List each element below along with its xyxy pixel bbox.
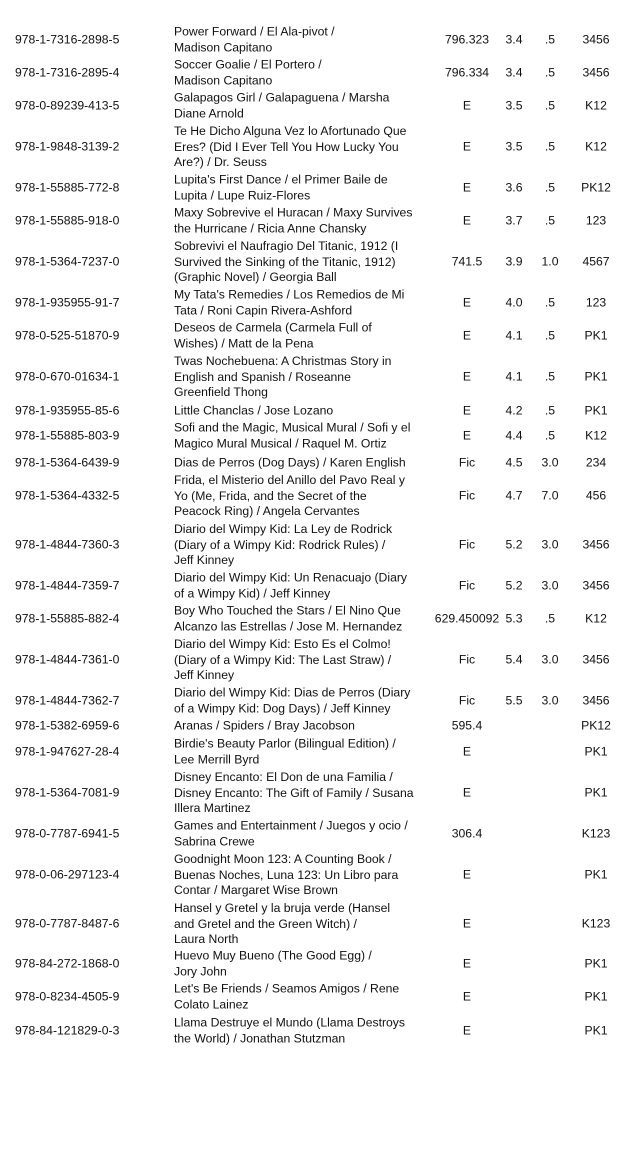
title-line: Diario del Wimpy Kid: Un Renacuajo (Diary [174,570,407,585]
title-line: Greenfield Thong [174,384,268,399]
grade-cell: PK1 [584,1023,608,1038]
reading-level-cell: 4.1 [505,328,523,343]
title-line: Frida, el Misterio del Anillo del Pavo Real y [174,472,405,487]
title-line: Aranas / Spiders / Bray Jacobson [174,718,355,733]
title-line: (Diary of a Wimpy Kid: The Last Straw) / [174,652,392,667]
title-line: Huevo Muy Bueno (The Good Egg) / [174,948,372,963]
title-line: Diario del Wimpy Kid: Esto Es el Colmo! [174,636,391,651]
dewey-cell: E [462,744,472,759]
grade-cell: K12 [585,428,607,443]
title-cell [174,852,439,899]
points-cell: 1.0 [541,254,559,269]
points-cell: .5 [544,403,556,418]
title-line: Survived the Sinking of the Titanic, 1912) [174,254,396,269]
points-cell: .5 [544,295,556,310]
reading-level-cell: 3.4 [505,32,523,47]
grade-cell: PK12 [581,718,611,733]
isbn-cell: 978-1-4844-7360-3 [15,537,120,552]
title-line: Birdie's Beauty Parlor (Bilingual Edition) / [174,736,396,751]
points-cell: .5 [544,65,556,80]
isbn-cell: 978-1-947627-28-4 [15,744,120,759]
grade-cell: 3456 [582,652,610,667]
title-line: Lupita / Lupe Ruiz-Flores [174,188,311,202]
dewey-cell: E [462,916,472,931]
grade-cell: 3456 [582,65,610,80]
title-line: (Diary of a Wimpy Kid: Rodrick Rules) / [174,537,386,552]
isbn-cell: 978-0-06-297123-4 [15,867,120,882]
points-cell: .5 [544,213,556,228]
isbn-cell: 978-84-272-1868-0 [15,956,120,971]
title-line: Disney Encanto: El Don de una Familia / [174,769,393,784]
title-line: Dias de Perros (Dog Days) / Karen English [174,455,406,470]
title-line: of a Wimpy Kid) / Jeff Kinney [174,586,331,600]
title-line: Little Chanclas / Jose Lozano [174,403,334,418]
grade-cell: PK1 [584,369,608,384]
title-line: Galapagos Girl / Galapaguena / Marsha [174,90,390,105]
title-line: Power Forward / El Ala-pivot / [174,24,335,39]
dewey-cell: E [462,956,472,971]
title-line: Diario del Wimpy Kid: La Ley de Rodrick [174,521,393,536]
isbn-cell: 978-0-89239-413-5 [15,98,120,113]
title-line: Colato Lainez [174,997,249,1011]
dewey-cell: 306.4 [451,826,483,841]
points-cell: 3.0 [541,693,559,708]
title-line: Jeff Kinney [174,552,235,567]
dewey-cell: E [462,403,472,418]
dewey-cell: E [462,328,472,343]
points-cell: 3.0 [541,455,559,470]
title-line: Let's Be Friends / Seamos Amigos / Rene [174,981,400,996]
isbn-cell: 978-1-935955-85-6 [15,403,120,418]
title-line: Jory John [174,964,227,978]
dewey-cell: E [462,180,472,195]
title-line: and Gretel and the Green Witch) / [174,916,357,931]
grade-cell: 234 [585,455,607,470]
dewey-cell: E [462,428,472,443]
grade-cell: K12 [585,139,607,154]
isbn-cell: 978-1-5364-4332-5 [15,488,120,503]
points-cell: 3.0 [541,578,559,593]
isbn-cell: 978-1-5364-6439-9 [15,455,120,470]
isbn-cell: 978-0-7787-6941-5 [15,826,120,841]
reading-level-cell: 5.4 [505,652,523,667]
title-line: My Tata's Remedies / Los Remedios de Mi [174,287,405,302]
title-line: Deseos de Carmela (Carmela Full of [174,320,372,335]
grade-cell: K123 [581,826,611,841]
title-line: Madison Capitano [174,73,273,87]
title-line: the Hurricane / Ricia Anne Chansky [174,221,367,235]
dewey-cell: E [462,98,472,113]
dewey-cell: E [462,213,472,228]
dewey-cell: 796.334 [444,65,490,80]
title-line: Sofi and the Magic, Musical Mural / Sofi y el [174,420,411,435]
grade-cell: PK12 [581,180,611,195]
reading-level-cell: 4.7 [505,488,523,503]
points-cell: .5 [544,98,556,113]
reading-level-cell: 5.2 [505,578,523,593]
dewey-cell: 741.5 [451,254,483,269]
reading-level-cell: 4.5 [505,455,523,470]
isbn-cell: 978-0-8234-4505-9 [15,989,120,1004]
reading-level-cell: 3.6 [505,180,523,195]
reading-level-cell: 5.5 [505,693,523,708]
reading-level-cell: 3.9 [505,254,523,269]
dewey-cell: 796.323 [444,32,490,47]
grade-cell: 456 [585,488,607,503]
points-cell: 7.0 [541,488,559,503]
reading-level-cell: 3.5 [505,98,523,113]
table-row [0,1001,619,1061]
reading-level-cell: 5.3 [505,611,523,626]
grade-cell: PK1 [584,744,608,759]
title-line: Wishes) / Matt de la Pena [174,336,314,350]
reading-level-cell: 3.5 [505,139,523,154]
grade-cell: 123 [585,295,607,310]
dewey-cell: E [462,369,472,384]
title-line: Buenas Noches, Luna 123: Un Libro para [174,867,399,882]
dewey-cell: Fic [458,578,476,593]
grade-cell: 123 [585,213,607,228]
title-line: Laura North [174,931,239,946]
title-line: of a Wimpy Kid: Dog Days) / Jeff Kinney [174,701,391,715]
dewey-cell: E [462,989,472,1004]
title-line: (Graphic Novel) / Georgia Ball [174,269,337,284]
grade-cell: PK1 [584,328,608,343]
dewey-cell: E [462,785,472,800]
isbn-cell: 978-1-55885-882-4 [15,611,120,626]
grade-cell: K12 [585,98,607,113]
isbn-cell: 978-1-7316-2895-4 [15,65,120,80]
title-line: Jeff Kinney [174,667,235,682]
title-line: Are?) / Dr. Seuss [174,154,267,169]
title-line: Alcanzo las Estrellas / Jose M. Hernandez [174,619,403,633]
title-line: Diane Arnold [174,106,244,120]
title-line: Soccer Goalie / El Portero / [174,57,322,72]
isbn-cell: 978-1-935955-91-7 [15,295,120,310]
points-cell: .5 [544,611,556,626]
grade-cell: 3456 [582,578,610,593]
title-line: Eres? (Did I Ever Tell You How Lucky You [174,139,399,154]
points-cell: .5 [544,369,556,384]
grade-cell: PK1 [584,403,608,418]
title-line: Madison Capitano [174,40,273,54]
grade-cell: K123 [581,916,611,931]
title-line: English and Spanish / Roseanne [174,369,351,384]
isbn-cell: 978-1-5382-6959-6 [15,718,120,733]
dewey-cell: E [462,139,472,154]
isbn-cell: 978-1-55885-772-8 [15,180,120,195]
isbn-cell: 978-0-7787-8487-6 [15,916,120,931]
title-line: Games and Entertainment / Juegos y ocio / [174,818,408,833]
points-cell: 3.0 [541,537,559,552]
title-line: Te He Dicho Alguna Vez lo Afortunado Que [174,123,407,138]
title-line: Magico Mural Musical / Raquel M. Ortiz [174,436,387,450]
isbn-cell: 978-1-4844-7361-0 [15,652,120,667]
dewey-cell: E [462,295,472,310]
dewey-cell: Fic [458,488,476,503]
reading-level-cell: 5.2 [505,537,523,552]
grade-cell: 3456 [582,693,610,708]
title-line: Peacock Ring) / Angela Cervantes [174,503,360,518]
reading-level-cell: 4.0 [505,295,523,310]
grade-cell: PK1 [584,989,608,1004]
grade-cell: K12 [585,611,607,626]
title-line: Boy Who Touched the Stars / El Nino Que [174,603,401,618]
dewey-cell: Fic [458,537,476,552]
isbn-cell: 978-1-4844-7362-7 [15,693,120,708]
reading-level-cell: 3.7 [505,213,523,228]
title-line: Lee Merrill Byrd [174,752,260,766]
dewey-cell: E [462,1023,472,1038]
isbn-cell: 978-1-5364-7237-0 [15,254,120,269]
reading-level-cell: 3.4 [505,65,523,80]
points-cell: .5 [544,32,556,47]
title-line: the World) / Jonathan Stutzman [174,1031,346,1045]
dewey-cell: Fic [458,652,476,667]
isbn-cell: 978-0-525-51870-9 [15,328,120,343]
isbn-cell: 978-1-7316-2898-5 [15,32,120,47]
grade-cell: 3456 [582,32,610,47]
title-line: Sobrevivi el Naufragio Del Titanic, 1912 (I [174,238,399,253]
dewey-cell: Fic [458,693,476,708]
points-cell: .5 [544,139,556,154]
title-line: Disney Encanto: The Gift of Family / Susana [174,785,414,800]
grade-cell: PK1 [584,867,608,882]
title-line: Twas Nochebuena: A Christmas Story in [174,353,392,368]
title-line: Maxy Sobrevive el Huracan / Maxy Survives [174,205,413,220]
isbn-cell: 978-1-55885-918-0 [15,213,120,228]
isbn-cell: 978-0-670-01634-1 [15,369,120,384]
reading-level-cell: 4.4 [505,428,523,443]
grade-cell: PK1 [584,956,608,971]
title-line: Llama Destruye el Mundo (Llama Destroys [174,1015,405,1030]
title-line: Tata / Roni Capin Rivera-Ashford [174,303,353,317]
points-cell: .5 [544,328,556,343]
title-cell [174,473,439,520]
points-cell: 3.0 [541,652,559,667]
dewey-cell: E [462,867,472,882]
title-line: Illera Martinez [174,800,251,815]
title-line: Goodnight Moon 123: A Counting Book / [174,851,392,866]
grade-cell: 4567 [582,254,610,269]
dewey-cell: 629.450092 [434,611,500,626]
points-cell: .5 [544,428,556,443]
dewey-cell: Fic [458,455,476,470]
dewey-cell: 595.4 [451,718,483,733]
title-line: Lupita's First Dance / el Primer Baile de [174,172,388,187]
title-line: Diario del Wimpy Kid: Dias de Perros (Diary [174,685,411,700]
isbn-cell: 978-1-5364-7081-9 [15,785,120,800]
reading-level-cell: 4.1 [505,369,523,384]
isbn-cell: 978-1-4844-7359-7 [15,578,120,593]
isbn-cell: 978-1-55885-803-9 [15,428,120,443]
isbn-cell: 978-1-9848-3139-2 [15,139,120,154]
title-line: Sabrina Crewe [174,834,255,848]
title-cell [174,1016,439,1047]
grade-cell: PK1 [584,785,608,800]
title-line: Hansel y Gretel y la bruja verde (Hansel [174,900,391,915]
isbn-cell: 978-84-121829-0-3 [15,1023,120,1038]
points-cell: .5 [544,180,556,195]
title-line: Yo (Me, Frida, and the Secret of the [174,488,367,503]
grade-cell: 3456 [582,537,610,552]
title-line: Contar / Margaret Wise Brown [174,882,338,897]
reading-level-cell: 4.2 [505,403,523,418]
